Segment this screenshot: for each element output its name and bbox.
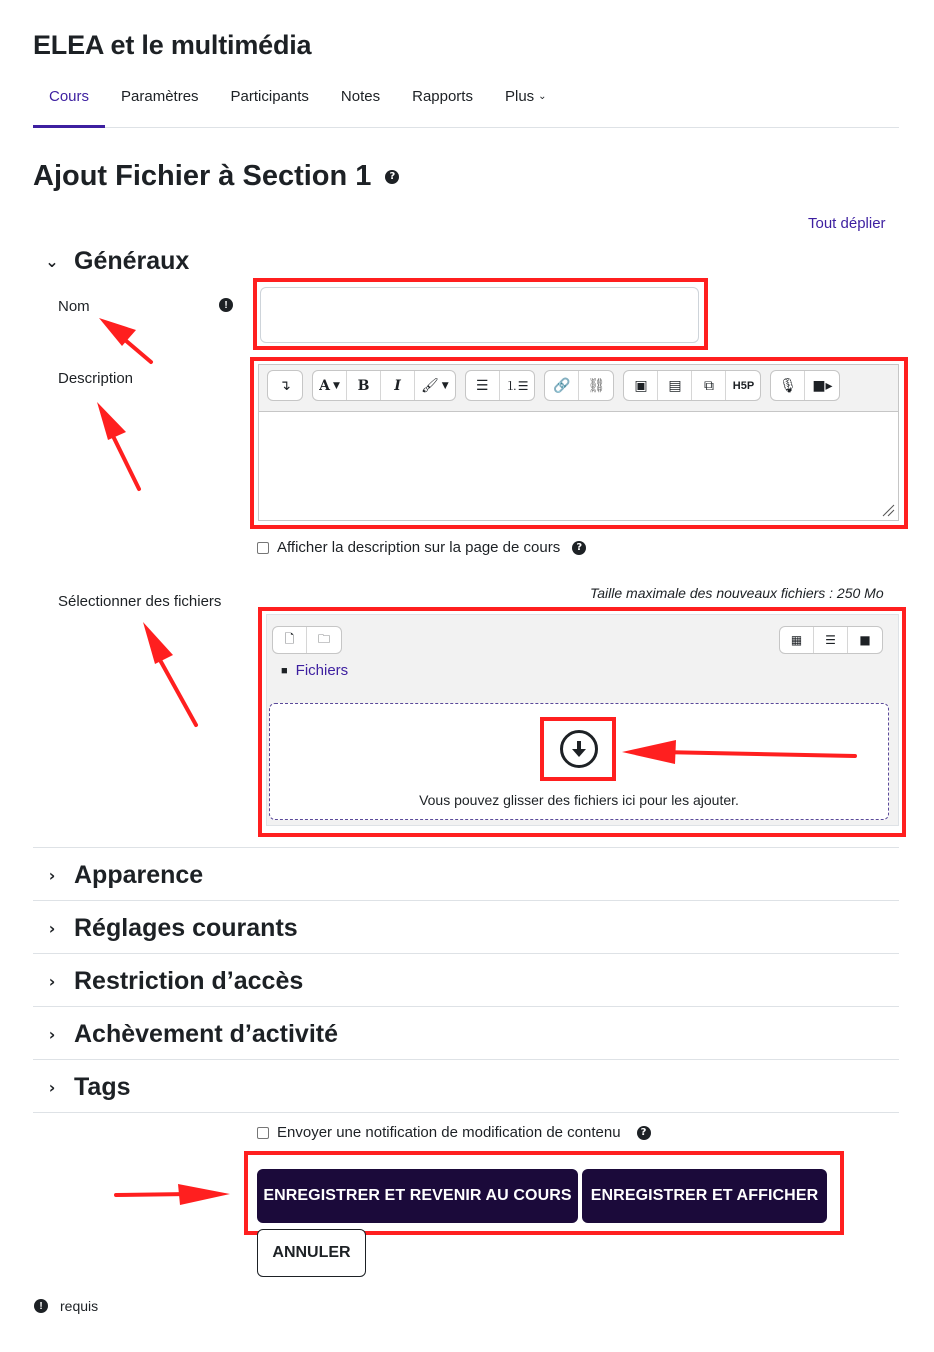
tab-plus-label: Plus — [504, 88, 535, 105]
breadcrumb-fichiers[interactable]: Fichiers — [295, 662, 349, 679]
chevron-right-icon: › — [48, 866, 56, 885]
name-label: Nom — [58, 298, 90, 315]
notify-label: Envoyer une notification de modification de contenu — [277, 1124, 621, 1141]
help-icon[interactable]: ? — [385, 170, 399, 184]
arrow-to-buttons — [116, 1184, 230, 1205]
section-reglages-title: Réglages courants — [74, 914, 298, 942]
add-file-icon[interactable]: 🗋 — [273, 627, 307, 653]
collapse-icon[interactable]: ↴ — [279, 377, 291, 394]
tab-participants[interactable]: Participants — [230, 88, 309, 105]
list-view-icon[interactable]: ☰ — [814, 627, 848, 653]
h5p-icon[interactable]: H5P — [732, 379, 755, 392]
course-title: ELEA et le multimédia — [33, 30, 312, 60]
save-display-button[interactable]: ENREGISTRER ET AFFICHER — [582, 1169, 827, 1223]
grid-view-icon[interactable]: ▦ — [780, 627, 814, 653]
section-achevement-title: Achèvement d’activité — [74, 1020, 338, 1048]
help-icon[interactable]: ? — [637, 1126, 651, 1140]
max-size-text: Taille maximale des nouveaux fichiers : 250 Mo — [590, 585, 884, 601]
unlink-icon[interactable]: ⛓ — [587, 377, 606, 394]
chevron-right-icon: › — [48, 1025, 56, 1044]
section-restriction-title: Restriction d’accès — [74, 967, 304, 995]
ordered-list-icon[interactable]: ⒈☰ — [505, 379, 529, 393]
expand-all-link[interactable]: Tout déplier — [808, 215, 886, 232]
arrow-to-drop-icon — [622, 740, 855, 764]
chevron-right-icon: › — [48, 1078, 56, 1097]
chevron-right-icon: › — [48, 919, 56, 938]
arrow-to-description — [97, 402, 139, 489]
italic-icon[interactable]: I — [381, 371, 415, 400]
video-camera-icon[interactable]: ■▸ — [812, 377, 833, 394]
description-label: Description — [58, 370, 134, 387]
section-apparence-title: Apparence — [74, 861, 204, 889]
help-icon[interactable]: ? — [572, 541, 586, 555]
dropzone-text: Vous pouvez glisser des fichiers ici pour les ajouter. — [419, 792, 739, 808]
manage-files-icon[interactable]: ⧉ — [692, 371, 726, 400]
section-generaux-title: Généraux — [74, 247, 190, 275]
show-description-label: Afficher la description sur la page de cours — [277, 539, 561, 556]
chevron-down-icon: ⌄ — [45, 252, 59, 271]
unordered-list-icon[interactable]: ☰ — [466, 371, 500, 400]
required-icon: ! — [219, 298, 233, 312]
tab-cours[interactable]: Cours — [33, 80, 105, 128]
files-label: Sélectionner des fichiers — [58, 593, 222, 610]
image-icon[interactable]: ▣ — [624, 371, 658, 400]
folder-icon: ■ — [281, 664, 288, 677]
cancel-button[interactable]: ANNULER — [257, 1229, 366, 1277]
tree-view-icon[interactable]: ■ — [859, 633, 871, 647]
brush-icon[interactable]: 🖌 ▼ — [421, 377, 449, 394]
arrow-to-name — [99, 318, 151, 362]
page-title-text: Ajout Fichier à Section 1 — [33, 160, 372, 192]
required-legend-text: requis — [60, 1298, 99, 1314]
link-icon[interactable]: 🔗 — [545, 371, 579, 400]
tab-parametres[interactable]: Paramètres — [121, 88, 199, 105]
microphone-icon[interactable]: 🎙 — [771, 371, 805, 400]
section-tags-title: Tags — [74, 1073, 131, 1101]
tab-notes[interactable]: Notes — [340, 88, 381, 105]
font-size-icon[interactable]: A ▼ — [313, 371, 347, 400]
save-return-button[interactable]: ENREGISTRER ET REVENIR AU COURS — [257, 1169, 578, 1223]
create-folder-icon[interactable]: 🗀 — [317, 631, 330, 646]
bold-icon[interactable]: B — [347, 371, 381, 400]
required-icon: ! — [34, 1299, 48, 1313]
tab-rapports[interactable]: Rapports — [412, 88, 473, 105]
arrow-to-files — [143, 622, 196, 725]
chevron-down-icon: ⌄ — [538, 91, 547, 102]
chevron-right-icon: › — [48, 972, 56, 991]
media-icon[interactable]: ▤ — [658, 371, 692, 400]
